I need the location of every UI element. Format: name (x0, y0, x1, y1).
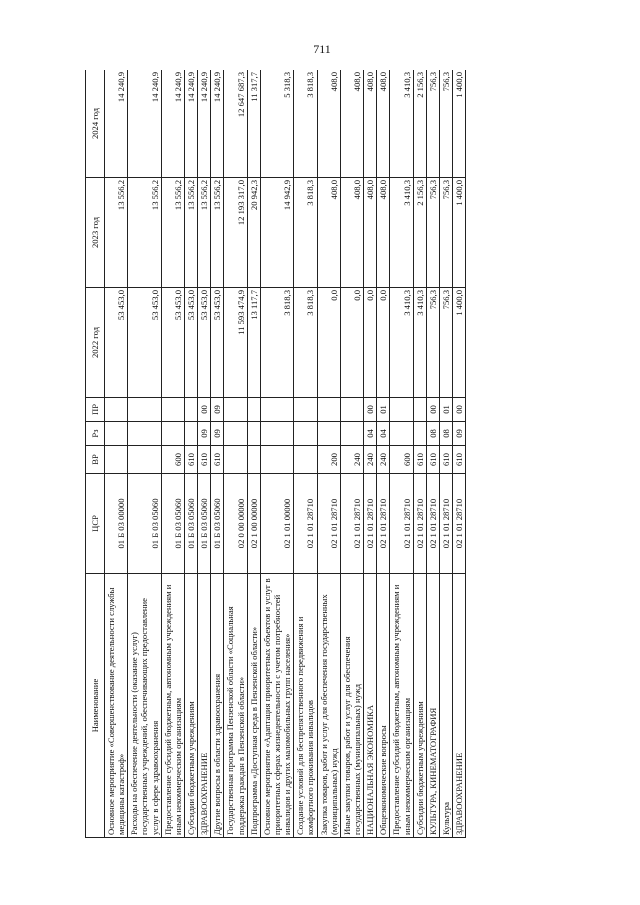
cell-pr: 00 (364, 398, 377, 422)
cell-2023: 408,0 (317, 178, 340, 288)
cell-name: КУЛЬТУРА, КИНЕМАТОГРАФИЯ (426, 574, 439, 838)
cell-name: Другие вопросы в области здравоохранения (211, 574, 224, 838)
cell-vr (294, 446, 317, 474)
cell-pr (413, 398, 426, 422)
cell-pr (224, 398, 247, 422)
cell-2023: 408,0 (364, 178, 377, 288)
cell-2024: 2 156,3 (413, 70, 426, 178)
cell-name: Предоставление субсидий бюджетным, автономным учреждениям и иным некоммерческим организациям (390, 574, 413, 838)
header-csr: ЦСР (86, 474, 105, 574)
page-number: 711 (313, 42, 331, 56)
table-row (211, 70, 224, 838)
cell-2023: 14 942,9 (260, 178, 293, 288)
cell-2022: 53 453,0 (128, 288, 161, 398)
cell-2023: 756,3 (439, 178, 452, 288)
rotated-sheet (85, 70, 579, 838)
cell-vr: 610 (198, 446, 211, 474)
cell-name: Субсидии бюджетным учреждениям (184, 574, 197, 838)
cell-2024: 14 240,9 (184, 70, 197, 178)
cell-2023: 13 556,2 (128, 178, 161, 288)
cell-csr: 02 1 01 28710 (453, 474, 466, 574)
cell-rz: 04 (377, 422, 390, 446)
cell-2023: 2 156,3 (413, 178, 426, 288)
cell-2023: 756,3 (426, 178, 439, 288)
cell-csr: 02 0 00 00000 (224, 474, 247, 574)
cell-2022: 53 453,0 (184, 288, 197, 398)
cell-2023: 3 410,3 (390, 178, 413, 288)
table-row (364, 70, 377, 838)
cell-2022: 3 818,3 (260, 288, 293, 398)
table-row (224, 70, 247, 838)
table-row (105, 70, 128, 838)
cell-name: Основное мероприятие «Адаптация приоритетных объектов и услуг в приоритетных сферах жизнедеятельности с учетом потребностей инвалидов и других маломобильных групп населения» (260, 574, 293, 838)
cell-2024: 3 818,3 (294, 70, 317, 178)
cell-name: Создание условий для беспрепятственного передвижения и комфортного проживания инвалидов (294, 574, 317, 838)
cell-name: Культура (439, 574, 452, 838)
cell-2022: 756,3 (439, 288, 452, 398)
cell-rz (413, 422, 426, 446)
cell-rz (260, 422, 293, 446)
cell-rz: 09 (211, 422, 224, 446)
table-row (247, 70, 260, 838)
table-row (439, 70, 452, 838)
cell-csr: 02 1 01 28710 (439, 474, 452, 574)
cell-rz (294, 422, 317, 446)
cell-vr (128, 446, 161, 474)
table-row (377, 70, 390, 838)
cell-name: Подпрограмма «Доступная среда в Пензенской области» (247, 574, 260, 838)
cell-vr: 610 (184, 446, 197, 474)
cell-rz (340, 422, 363, 446)
cell-rz (390, 422, 413, 446)
cell-name: Иные закупки товаров, работ и услуг для обеспечения государственных (муниципальных) нужд (340, 574, 363, 838)
cell-csr: 01 Б 03 05060 (184, 474, 197, 574)
cell-2024: 11 317,7 (247, 70, 260, 178)
table-row (340, 70, 363, 838)
cell-2023: 3 818,3 (294, 178, 317, 288)
cell-2024: 12 647 687,3 (224, 70, 247, 178)
cell-csr: 02 1 01 00000 (260, 474, 293, 574)
cell-csr: 02 1 01 28710 (390, 474, 413, 574)
cell-csr: 02 1 01 28710 (317, 474, 340, 574)
table-header-row (86, 70, 105, 838)
cell-rz: 08 (439, 422, 452, 446)
cell-name: Субсидии бюджетным учреждениям (413, 574, 426, 838)
table-row (260, 70, 293, 838)
table-row (426, 70, 439, 838)
cell-pr: 01 (377, 398, 390, 422)
cell-vr (105, 446, 128, 474)
cell-name: Основное мероприятие «Совершенствование деятельности службы медицины катастроф» (105, 574, 128, 838)
cell-2024: 14 240,9 (161, 70, 184, 178)
cell-pr (390, 398, 413, 422)
cell-2022: 11 593 474,9 (224, 288, 247, 398)
cell-rz: 09 (198, 422, 211, 446)
cell-pr: 00 (453, 398, 466, 422)
cell-2024: 14 240,9 (128, 70, 161, 178)
cell-pr (294, 398, 317, 422)
header-rz: Рз (86, 422, 105, 446)
header-pr: ПР (86, 398, 105, 422)
cell-pr (128, 398, 161, 422)
cell-vr: 610 (439, 446, 452, 474)
cell-pr (105, 398, 128, 422)
cell-vr: 610 (453, 446, 466, 474)
cell-rz (247, 422, 260, 446)
cell-pr (317, 398, 340, 422)
cell-name: ЗДРАВООХРАНЕНИЕ (453, 574, 466, 838)
cell-name: ЗДРАВООХРАНЕНИЕ (198, 574, 211, 838)
cell-2023: 12 193 317,0 (224, 178, 247, 288)
cell-pr: 00 (198, 398, 211, 422)
cell-vr (224, 446, 247, 474)
cell-rz (184, 422, 197, 446)
cell-pr: 00 (426, 398, 439, 422)
cell-vr: 240 (340, 446, 363, 474)
cell-rz: 09 (453, 422, 466, 446)
cell-vr (247, 446, 260, 474)
header-2023: 2023 год (86, 178, 105, 288)
cell-csr: 02 1 00 00000 (247, 474, 260, 574)
cell-rz (224, 422, 247, 446)
cell-2024: 1 400,0 (453, 70, 466, 178)
cell-2022: 0,0 (364, 288, 377, 398)
cell-2022: 3 818,3 (294, 288, 317, 398)
cell-2022: 0,0 (340, 288, 363, 398)
header-2024: 2024 год (86, 70, 105, 178)
cell-2022: 0,0 (377, 288, 390, 398)
cell-rz: 08 (426, 422, 439, 446)
cell-2023: 13 556,2 (105, 178, 128, 288)
cell-csr: 01 Б 03 05060 (198, 474, 211, 574)
cell-csr: 02 1 01 28710 (377, 474, 390, 574)
cell-2024: 408,0 (317, 70, 340, 178)
cell-2023: 13 556,2 (161, 178, 184, 288)
cell-2024: 408,0 (364, 70, 377, 178)
cell-name: Расходы на обеспечение деятельности (оказание услуг) государственных учреждений, обеспечивающих предоставление услуг в сфере здравоохранения (128, 574, 161, 838)
cell-csr: 02 1 01 28710 (340, 474, 363, 574)
cell-vr: 610 (426, 446, 439, 474)
cell-2023: 20 942,3 (247, 178, 260, 288)
cell-vr: 240 (377, 446, 390, 474)
cell-pr (161, 398, 184, 422)
cell-2022: 53 453,0 (198, 288, 211, 398)
cell-rz (161, 422, 184, 446)
cell-2024: 3 410,3 (390, 70, 413, 178)
cell-2022: 756,3 (426, 288, 439, 398)
cell-vr: 200 (317, 446, 340, 474)
cell-2023: 408,0 (340, 178, 363, 288)
cell-name: НАЦИОНАЛЬНАЯ ЭКОНОМИКА (364, 574, 377, 838)
table-row (390, 70, 413, 838)
table-body (105, 70, 466, 838)
cell-csr: 01 Б 03 00000 (105, 474, 128, 574)
cell-2022: 13 117,7 (247, 288, 260, 398)
table-row (317, 70, 340, 838)
cell-2022: 0,0 (317, 288, 340, 398)
cell-pr (184, 398, 197, 422)
cell-name: Общеэкономические вопросы (377, 574, 390, 838)
cell-name: Государственная программа Пензенской области «Социальная поддержка граждан в Пензенской области» (224, 574, 247, 838)
cell-csr: 02 1 01 28710 (294, 474, 317, 574)
table-row (184, 70, 197, 838)
cell-vr (260, 446, 293, 474)
cell-rz: 04 (364, 422, 377, 446)
cell-csr: 02 1 01 28710 (364, 474, 377, 574)
cell-2024: 14 240,9 (211, 70, 224, 178)
rotated-table-area (85, 70, 579, 838)
cell-name: Предоставление субсидий бюджетным, автономным учреждениям и иным некоммерческим организациям (161, 574, 184, 838)
cell-pr: 01 (439, 398, 452, 422)
cell-csr: 01 Б 03 05060 (161, 474, 184, 574)
cell-2024: 14 240,9 (105, 70, 128, 178)
cell-2024: 5 318,3 (260, 70, 293, 178)
cell-csr: 01 Б 03 05060 (128, 474, 161, 574)
cell-pr (340, 398, 363, 422)
cell-csr: 02 1 01 28710 (413, 474, 426, 574)
cell-2023: 13 556,2 (198, 178, 211, 288)
cell-2022: 53 453,0 (105, 288, 128, 398)
table-row (453, 70, 466, 838)
budget-table (85, 70, 466, 838)
cell-2024: 408,0 (340, 70, 363, 178)
cell-2024: 14 240,9 (198, 70, 211, 178)
cell-2023: 13 556,2 (211, 178, 224, 288)
cell-pr (247, 398, 260, 422)
cell-2024: 408,0 (377, 70, 390, 178)
cell-rz (128, 422, 161, 446)
cell-vr: 600 (390, 446, 413, 474)
cell-2022: 3 410,3 (413, 288, 426, 398)
cell-2022: 53 453,0 (211, 288, 224, 398)
cell-vr: 610 (211, 446, 224, 474)
cell-csr: 02 1 01 28710 (426, 474, 439, 574)
table-row (198, 70, 211, 838)
cell-vr: 610 (413, 446, 426, 474)
cell-2024: 756,3 (426, 70, 439, 178)
header-name: Наименование (86, 574, 105, 838)
table-row (161, 70, 184, 838)
cell-2022: 53 453,0 (161, 288, 184, 398)
cell-pr (260, 398, 293, 422)
cell-rz (105, 422, 128, 446)
cell-name: Закупка товаров, работ и услуг для обеспечения государственных (муниципальных) нужд (317, 574, 340, 838)
cell-2022: 1 400,0 (453, 288, 466, 398)
cell-rz (317, 422, 340, 446)
cell-pr: 09 (211, 398, 224, 422)
table-row (128, 70, 161, 838)
table-row (294, 70, 317, 838)
cell-2023: 13 556,2 (184, 178, 197, 288)
cell-2023: 408,0 (377, 178, 390, 288)
cell-2023: 1 400,0 (453, 178, 466, 288)
cell-2024: 756,3 (439, 70, 452, 178)
table-row (413, 70, 426, 838)
header-vr: ВР (86, 446, 105, 474)
cell-2022: 3 410,3 (390, 288, 413, 398)
cell-csr: 01 Б 03 05060 (211, 474, 224, 574)
cell-vr: 600 (161, 446, 184, 474)
header-2022: 2022 год (86, 288, 105, 398)
cell-vr: 240 (364, 446, 377, 474)
